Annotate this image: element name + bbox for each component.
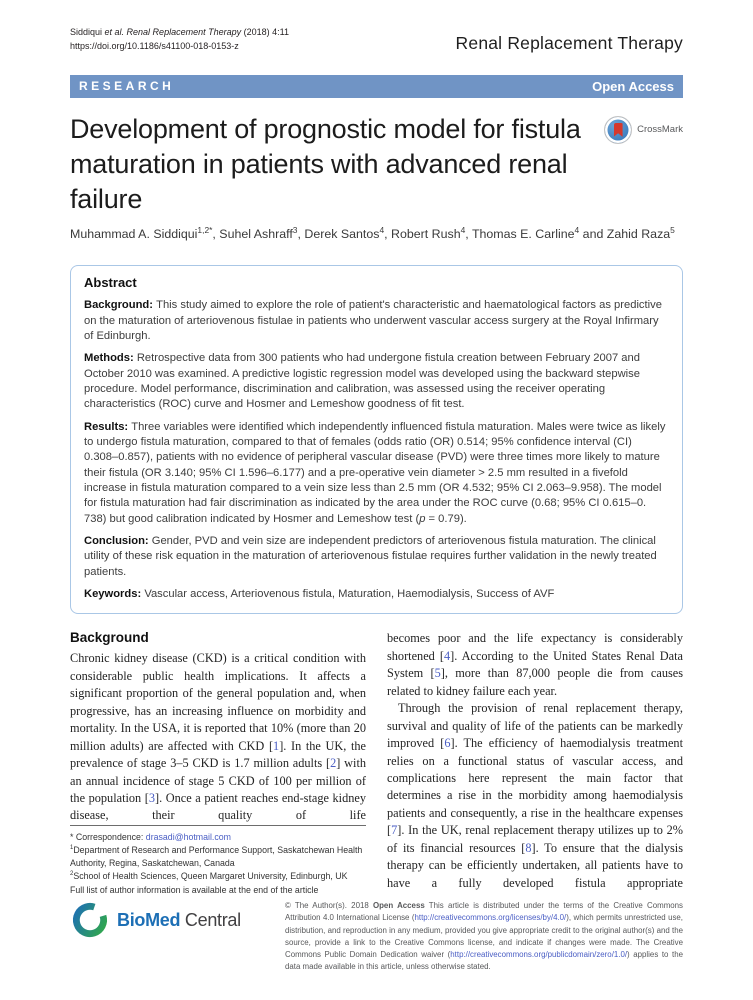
copyright-text: © The Author(s). 2018 Open Access This article is distributed under the terms of the Creative Commons Attribution 4.0 International License (http://creativecommons.org/licenses/by/4.0/), which permits unrestricted use, distribution, and reproduction in any medium, provided you give appropriate credit to the original author(s) and the source, provide a link to the Creative Commons license, and indicate if changes were made. The Creative Commons Public Domain Dedication waiver (http://creativecommons.org/publicdomain/zero/1.0/) applies to the data made available in this article, unless otherwise stated. xyxy=(285,901,683,972)
citation-line: Siddiqui et al. Renal Replacement Therapy (2018) 4:11 xyxy=(70,27,289,37)
body-columns xyxy=(70,630,684,895)
biomed-central-ring-icon xyxy=(70,900,110,940)
correspondence-email-line: * Correspondence: drasadi@hotmail.com xyxy=(70,831,231,842)
correspondence-email-link[interactable]: drasadi@hotmail.com xyxy=(145,831,231,842)
ref-7[interactable]: 7 xyxy=(391,823,398,838)
page-header xyxy=(70,26,683,54)
ref-3[interactable]: 3 xyxy=(148,790,156,805)
ref-6[interactable]: 6 xyxy=(444,736,451,751)
journal-name: Renal Replacement Therapy xyxy=(455,32,683,53)
abstract-background: Background: This study aimed to explore the role of patient's characteristic and haematological factors as predictive on the maturation of arteriovenous fistulae in patients who underwent vascular access surgery at the Royal Infirmary of Edinburgh. xyxy=(84,299,662,342)
open-access-label: Open Access xyxy=(592,78,674,94)
abstract-methods: Methods: Retrospective data from 300 patients who had undergone fistula creation between February 2007 and October 2010 was examined. A predictive logistic regression model was developed using the backward stepwise procedure. Model performance, discrimination and calibration, was assessed using the receiver operating characteristics (ROC) curve and Hosmer and Lemeshow goodness of fit test. xyxy=(84,352,640,411)
article-type-banner xyxy=(70,75,683,98)
body-left-column xyxy=(70,630,367,895)
background-heading: Background xyxy=(70,630,149,646)
cc-by-link[interactable]: http://creativecommons.org/licenses/by/4.0/ xyxy=(414,913,567,923)
biomed-wordmark-part2: Central xyxy=(180,909,241,930)
biomed-central-logo xyxy=(70,900,285,940)
author-info-note: Full list of author information is available at the end of the article xyxy=(70,884,319,895)
abstract-results: Results: Three variables were identified which independently influenced fistula maturation. Males were twice as likely to undergo fistula maturation, compared to that of females (odds ratio (OR) 0.514; 95% confidence interval (CI) 0.308–0.857), patients with no evidence of peripheral vascular disease (PVD) were three times more likely to mature their fistula (OR 3.140; 95% CI 1.596–6.177) and a pre-operative vein diameter > 2.5 mm resulted in a fivefold increase in fistula maturation compared to a vein size less than 2.5 mm (OR 4.532; 95% CI 2.063–9.958). The model for fistula maturation had fair discrimination as indicated by the area under the ROC curve (0.68; 95% CI 0.615–0. 738) but good calibration indicated by Hosmer and Lemeshow test (p = 0.79). xyxy=(84,420,666,525)
affiliation-2: $^2$School of Health Sciences, Queen Margaret University, Edinburgh, UK xyxy=(70,871,348,882)
body-right-column xyxy=(387,630,683,888)
title-row xyxy=(70,112,683,217)
doi-line: https://doi.org/10.1186/s41100-018-0153-z xyxy=(70,40,239,51)
crossmark-bookmark-icon xyxy=(614,123,623,137)
biomed-central-wordmark xyxy=(117,910,241,931)
background-paragraph-left: Chronic kidney disease (CKD) is a critical condition with considerable public health implications. It affects a significant proportion of the general population and, when progressive, has an increasing influence on morbidity and mortality. In the USA, it is reported that 10% (more than 20 million adults) are affected with CKD [1]. In the UK, the prevalence of stage 3–5 CKD is 1.7 million adults [2] with an annual incidence of stage 5 CKD of 100 per million of the population [3]. Once a patient reaches end-stage kidney disease, their quality of life xyxy=(70,651,367,823)
ref-4[interactable]: 4 xyxy=(443,648,451,663)
background-paragraph-right-2: Through the provision of renal replacement therapy, survival and quality of life of the patients can be markedly improved [6]. The efficiency of haemodialysis treatment relies on a functional status of vascular access, and complications here represent the main factor that determines a rise in the morbidity among haemodialysis patients and consequently, a rise in the healthcare expenses [7]. In the UK, renal replacement therapy utilizes up to 2% of its financial resources [8]. To ensure that the dialysis therapy can be efficiently undertaken, all patients have to have a fully developed fistula appropriate xyxy=(387,701,684,890)
biomed-wordmark-part1: BioMed xyxy=(117,909,181,930)
abstract-heading: Abstract xyxy=(84,275,137,291)
ref-8[interactable]: 8 xyxy=(525,840,532,855)
abstract-keywords: Keywords: Vascular access, Arteriovenous fistula, Maturation, Haemodialysis, Success of AVF xyxy=(84,588,555,600)
correspondence-block xyxy=(70,825,366,897)
ref-2[interactable]: 2 xyxy=(330,756,337,771)
affiliation-1: $^1$Department of Research and Performance Support, Saskatchewan Health Authority, Regina, Saskatchewan, Canada xyxy=(70,845,363,869)
ref-1[interactable]: 1 xyxy=(273,738,280,753)
article-type-label: RESEARCH xyxy=(79,79,175,94)
ref-5[interactable]: 5 xyxy=(434,666,441,681)
crossmark-badge[interactable] xyxy=(604,116,683,144)
cc-zero-link[interactable]: http://creativecommons.org/publicdomain/zero/1.0/ xyxy=(450,950,628,959)
abstract-box xyxy=(70,265,683,614)
crossmark-icon xyxy=(604,116,632,144)
authors-line: Muhammad A. Siddiqui$^{1,2*}$, Suhel Ashraff$^3$, Derek Santos$^4$, Robert Rush$^4$, Thomas E. Carline$^4$ and Zahid Raza$^5$ xyxy=(70,225,675,242)
publisher-footer xyxy=(70,900,683,974)
article-title: Development of prognostic model for fistula maturation in patients with advanced renal failure xyxy=(70,113,581,215)
citation-block xyxy=(70,26,289,54)
abstract-conclusion: Conclusion: Gender, PVD and vein size are independent predictors of arteriovenous fistula maturation. The clinical utility of these risk equation in the maturation of arteriovenous fistulae requires further validation in the newly treated patients. xyxy=(84,534,657,578)
background-paragraph-right-1: becomes poor and the life expectancy is considerably shortened [4]. According to the United States Renal Data System [5], more than 87,000 people die from causes related to kidney failure each year. xyxy=(387,631,683,698)
crossmark-label: CrossMark xyxy=(637,124,683,136)
